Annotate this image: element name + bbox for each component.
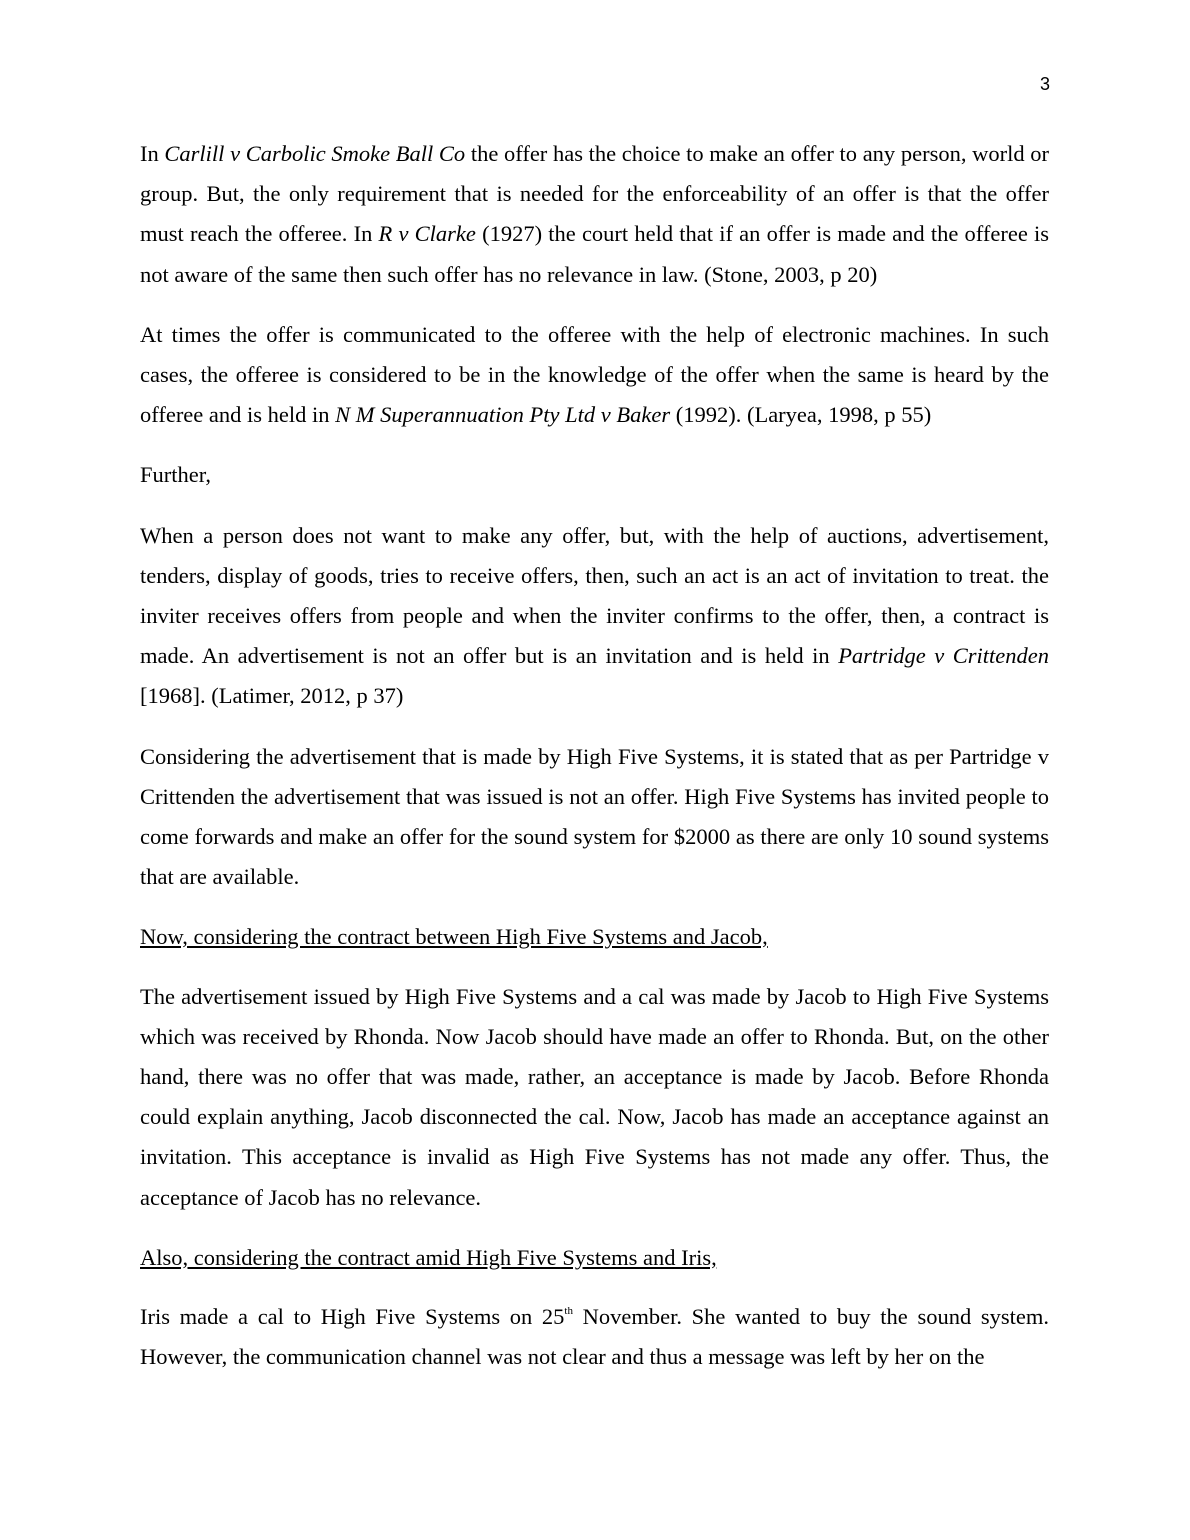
paragraph-invitation [140, 516, 1049, 717]
paragraph-jacob: The advertisement issued by High Five Systems and a cal was made by Jacob to High Five Systems which was received by Rhonda. Now Jacob should have made an offer to Rhonda. But, on the other hand, there was no offer that was made, rather, an acceptance is made by Jacob. Before Rhonda could explain anything, Jacob disconnected the cal. Now, Jacob has made an acceptance against an invitation. This acceptance is invalid as High Five Systems has not made any offer. Thus, the acceptance of Jacob has no relevance. [140, 983, 1049, 1210]
paragraph-text: When a person does not want to make any offer, but, with the help of auctions, advertisement, tenders, display of goods, tries to receive offers, then, such an act is an act of invitation to treat. the inviter receives offers from people and when the inviter confirms to the offer, then, a contract is made. An advertisement is not an offer but is an invitation and is held in [140, 522, 1049, 669]
paragraph-text: At times the offer is communicated to the offeree with the help of electronic machines. In such cases, the offeree is considered to be in the knowledge of the offer when the same is heard by the offeree and is held in [140, 321, 1049, 428]
paragraph-electronic [140, 315, 1049, 436]
paragraph-advertisement: Considering the advertisement that is made by High Five Systems, it is stated that as per Partridge v Crittenden the advertisement that was issued is not an offer. High Five Systems has invited people to come forwards and make an offer for the sound system for $2000 as there are only 10 sound systems that are available. [140, 743, 1049, 890]
paragraph-text: (1992). (Laryea, 1998, p 55) [670, 402, 932, 428]
ordinal-suffix: th [564, 1304, 573, 1317]
page-number: 3 [1039, 74, 1050, 94]
case-name: Carlill v Carbolic Smoke Ball Co [164, 141, 466, 166]
paragraph-carlill [140, 134, 1049, 295]
paragraph-iris [140, 1297, 1049, 1377]
paragraph-text: the offer has the choice to make an offer to any person, world or group. But, the only requirement that is needed for the enforceability of an offer is that the offer must reach the offeree. In [140, 141, 1049, 247]
paragraph-text: November. She wanted to buy the sound system. However, the communication channel was not clear and thus a message was left by her on the [140, 1304, 1049, 1370]
paragraph-text: [1968]. (Latimer, 2012, p 37) [140, 683, 404, 709]
paragraph-text: In [140, 141, 165, 166]
paragraph-text: (1927) the court held that if an offer is made and the offeree is not aware of the same then such offer has no relevance in law. (Stone, 2003, p 20) [140, 221, 1050, 287]
case-name: R v Clarke [378, 221, 476, 247]
document-body [140, 134, 1049, 1397]
section-heading-jacob: Now, considering the contract between High Five Systems and Jacob, [140, 924, 768, 950]
paragraph-further: Further, [140, 462, 211, 488]
section-heading-iris: Also, considering the contract amid High Five Systems and Iris, [140, 1244, 717, 1270]
paragraph-text: Iris made a cal to High Five Systems on 25 [140, 1304, 565, 1330]
case-name: N M Superannuation Pty Ltd v Baker [335, 402, 671, 428]
case-name: Partridge v Crittenden [838, 643, 1049, 669]
